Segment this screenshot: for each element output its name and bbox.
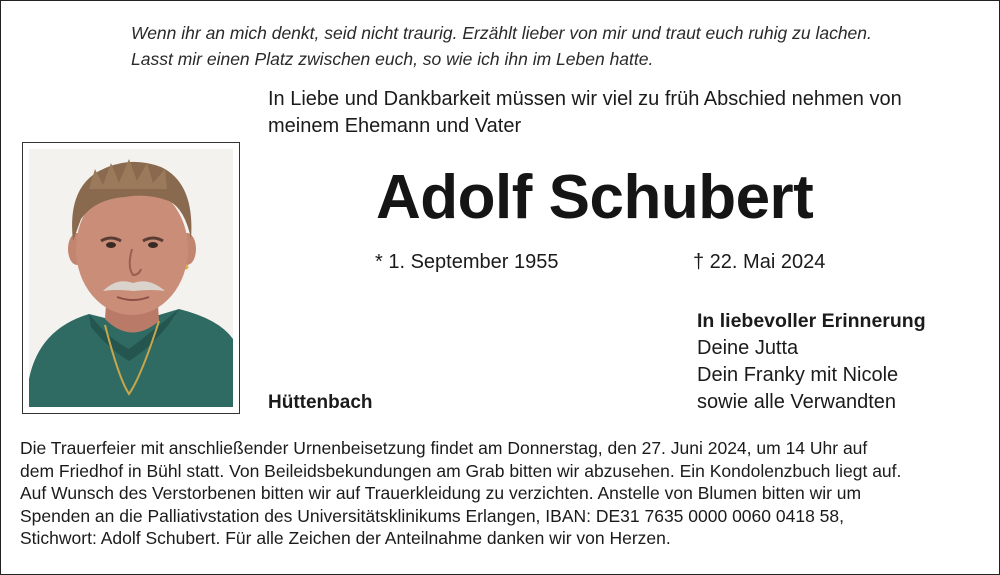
intro-line: meinem Ehemann und Vater — [268, 115, 522, 137]
poem-quote — [131, 20, 991, 72]
portrait-photo — [22, 142, 240, 414]
intro-line: In Liebe und Dankbarkeit müssen wir viel zu früh Abschied nehmen von — [268, 88, 902, 110]
funeral-notice-text — [20, 437, 980, 550]
mourners-heading: In liebevoller Erinnerung — [697, 310, 926, 332]
poem-line: Wenn ihr an mich denkt, seid nicht traurig. Erzählt lieber von mir und traut euch ruhig zu lachen. — [131, 23, 872, 43]
portrait-illustration — [29, 149, 233, 407]
poem-line: Lasst mir einen Platz zwischen euch, so wie ich ihn im Leben hatte. — [131, 49, 654, 69]
death-date: † 22. Mai 2024 — [693, 251, 826, 273]
notice-line: Die Trauerfeier mit anschließender Urnenbeisetzung findet am Donnerstag, den 27. Juni 2024, um 14 Uhr auf — [20, 438, 868, 458]
notice-line: Spenden an die Palliativstation des Universitätsklinikums Erlangen, IBAN: DE31 7635 0000 0060 0418 58, — [20, 505, 844, 526]
place-of-residence: Hüttenbach — [268, 392, 373, 413]
notice-line: Stichwort: Adolf Schubert. Für alle Zeichen der Anteilnahme danken wir von Herzen. — [20, 528, 671, 548]
deceased-name: Adolf Schubert — [376, 163, 814, 232]
mourners-block — [697, 308, 926, 416]
mourner-line: Deine Jutta — [697, 337, 799, 359]
intro-text — [268, 86, 988, 140]
notice-line: dem Friedhof in Bühl statt. Von Beileidsbekundungen am Grab bitten wir abzusehen. Ein Kondolenzbuch liegt auf. — [20, 460, 902, 481]
birth-date: * 1. September 1955 — [375, 251, 559, 273]
notice-line: Auf Wunsch des Verstorbenen bitten wir auf Trauerkleidung zu verzichten. Anstelle von Blumen bitten wir um — [20, 483, 862, 503]
mourner-line: Dein Franky mit Nicole — [697, 364, 899, 386]
mourner-line: sowie alle Verwandten — [697, 391, 897, 413]
